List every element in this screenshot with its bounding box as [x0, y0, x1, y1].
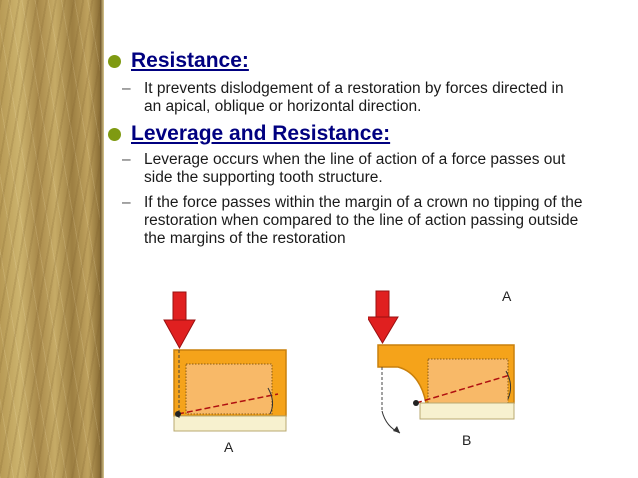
sidebar-edge	[100, 0, 104, 478]
tooth-base	[420, 403, 514, 419]
tooth-preparation	[428, 359, 508, 403]
subpoint-text: Leverage occurs when the line of action of a force passes out side the supporting tooth structure.	[144, 151, 566, 186]
subpoint-resistance-1	[122, 80, 584, 116]
subpoint-leverage-1	[122, 151, 584, 187]
figure-a-label: A	[224, 439, 234, 455]
bullet-resistance	[108, 49, 249, 73]
figure-a-diagram	[160, 290, 300, 460]
bullet-dot	[108, 128, 121, 141]
subpoint-text: If the force passes within the margin of a crown no tipping of the restoration when compared to the line of action passing outside the margins of the restoration	[144, 194, 583, 247]
dash-marker: –	[122, 194, 131, 211]
subpoint-text: It prevents dislodgement of a restoration by forces directed in an apical, oblique or horizontal direction.	[144, 80, 564, 115]
bullet-dot	[108, 55, 121, 68]
tooth-base	[174, 416, 286, 431]
force-arrow-icon	[368, 291, 398, 343]
pivot-point	[413, 400, 419, 406]
wood-sidebar	[0, 0, 100, 478]
figure-b-label-top: A	[502, 288, 512, 304]
figure-b-label: B	[462, 432, 472, 448]
subpoint-leverage-2	[122, 194, 584, 248]
bullet-leverage	[108, 122, 390, 146]
pivot-point	[175, 411, 181, 417]
heading-resistance: Resistance:	[131, 49, 249, 72]
dash-marker: –	[122, 80, 131, 97]
force-arrow-icon	[164, 292, 195, 348]
dash-marker: –	[122, 151, 131, 168]
figure-b-diagram	[368, 285, 528, 460]
heading-leverage: Leverage and Resistance:	[131, 122, 391, 145]
tooth-preparation	[186, 364, 272, 414]
